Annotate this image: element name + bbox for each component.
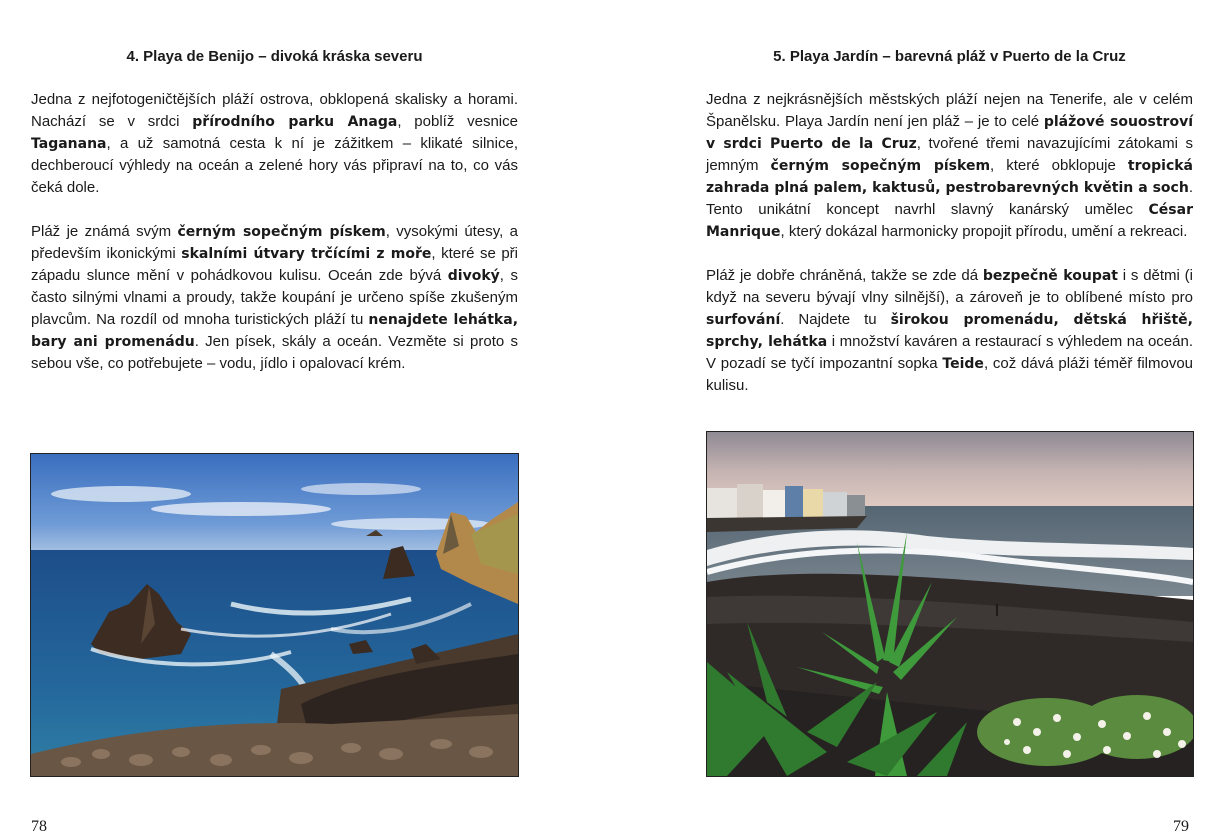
bold-phrase: skalními útvary trčícími z moře [181, 246, 432, 262]
bold-phrase: černým sopečným pískem [177, 224, 386, 240]
text-run: , který dokázal harmonicky propojit přírodu, umění a rekreaci. [780, 223, 1188, 240]
paragraph [706, 265, 1193, 397]
text-run: , vysokými útesy, a především ikonickými [31, 223, 518, 262]
text-run: Pláž je dobře chráněná, takže se zde dá [706, 267, 983, 284]
bold-phrase: Teide [942, 356, 984, 372]
section-title-benijo: 4. Playa de Benijo – divoká kráska severu [126, 48, 423, 65]
paragraph [31, 221, 518, 375]
bold-phrase: přírodního parku Anaga [192, 114, 398, 130]
text-run: , s často silnými vlnami a proudy, takže koupání je určeno spíše zkušeným plavcům. Na rozdíl od mnoha turistických pláží tu [31, 267, 518, 328]
bold-phrase: surfování [706, 312, 781, 328]
text-run: i množství kaváren a restaurací s výhledem na oceán. V pozadí se tyčí impozantní sopka [706, 333, 1193, 372]
text-run: Pláž je známá svým [31, 223, 178, 240]
bold-phrase: černým sopečným pískem [770, 158, 991, 174]
bold-phrase: bezpečně koupat [982, 268, 1118, 284]
text-run: . Jen písek, skály a oceán. Vezměte si proto s sebou vše, co potřebujete – vodu, jídlo i opalovací krém. [31, 333, 518, 372]
page-number-right: 79 [1173, 818, 1189, 835]
body-text-benijo [31, 89, 518, 397]
bold-phrase: Taganana [31, 136, 107, 152]
text-run: Jedna z nejfotogeničtějších pláží ostrova, obklopená skalisky a horami. Nachází se v srdci [31, 91, 518, 130]
bold-phrase: plážové souostroví v srdci Puerto de la Cruz [706, 114, 1193, 152]
bold-phrase: nenajdete lehátka, bary ani promenádu [31, 312, 519, 350]
bold-phrase: divoký [447, 268, 500, 284]
right-page [613, 0, 1226, 839]
text-run: , které se při západu slunce mění v pohádkovou kulisu. Oceán zde bývá [31, 245, 518, 284]
text-run: i s dětmi (i když na severu bývají vlny silnější), a zároveň je to oblíbené místo pro [706, 267, 1193, 306]
text-run: . Najdete tu [780, 311, 891, 328]
photo-playa-jardin [706, 431, 1194, 777]
body-text-jardin [706, 89, 1193, 419]
text-run: , což dává pláži téměř filmovou kulisu. [706, 355, 1194, 394]
section-title-jardin: 5. Playa Jardín – barevná pláž v Puerto de la Cruz [773, 48, 1126, 65]
text-run: , tvořené třemi navazujícími zátokami s jemným [706, 135, 1193, 174]
bold-phrase: širokou promenádu, dětská hřiště, sprchy, lehátka [706, 312, 1193, 350]
text-run: , poblíž vesnice [397, 113, 518, 130]
text-run: , a už samotná cesta k ní je zážitkem – klikaté silnice, dechberoucí výhledy na oceán a zelené hory vás připraví na to, co vás čeká dole. [31, 135, 518, 196]
paragraph [31, 89, 518, 199]
paragraph [706, 89, 1193, 243]
text-run: Jedna z nejkrásnějších městských pláží nejen na Tenerife, ale v celém Španělsku. Playa Jardín není jen pláž – je to celé [706, 91, 1193, 130]
bold-phrase: César Manrique [706, 202, 1193, 240]
benijo-illustration [31, 454, 518, 776]
page-number-left: 78 [31, 818, 47, 835]
photo-playa-benijo [30, 453, 519, 777]
bold-phrase: tropická zahrada plná palem, kaktusů, pestrobarevných květin a soch [706, 158, 1193, 196]
text-run: . Tento unikátní koncept navrhl slavný kanárský umělec [706, 179, 1193, 218]
text-run: , které obklopuje [990, 157, 1128, 174]
jardin-illustration [707, 432, 1193, 776]
